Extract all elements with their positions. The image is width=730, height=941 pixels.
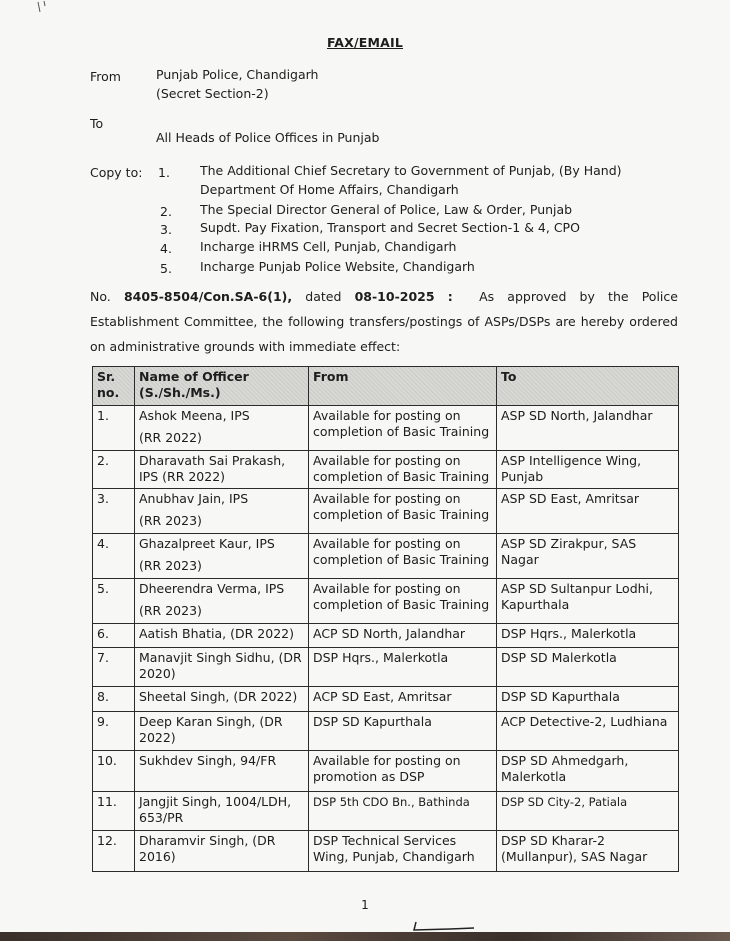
table-row xyxy=(93,489,679,534)
from-cell: Available for posting on completion of Basic Training xyxy=(309,534,497,579)
to-cell: ASP Intelligence Wing, Punjab xyxy=(497,451,679,489)
from-cell: Available for posting on completion of Basic Training xyxy=(309,451,497,489)
order-colon: : xyxy=(447,289,453,304)
initials-mark-icon xyxy=(410,920,480,932)
page-number: 1 xyxy=(361,898,369,912)
table-row xyxy=(93,712,679,751)
copy-line: The Additional Chief Secretary to Government of Punjab, (By Hand) xyxy=(200,163,622,178)
to-cell: ASP SD Zirakpur, SAS Nagar xyxy=(497,534,679,579)
officer-name: Ghazalpreet Kaur, IPS xyxy=(139,536,275,551)
copy-line: Supdt. Pay Fixation, Transport and Secret Section-1 & 4, CPO xyxy=(200,220,580,235)
to-cell: DSP Hqrs., Malerkotla xyxy=(497,624,679,648)
officer-cell xyxy=(135,534,309,579)
officer-cell xyxy=(135,406,309,451)
sr-cell: 2. xyxy=(93,451,135,489)
table-row xyxy=(93,451,679,489)
sr-cell: 4. xyxy=(93,534,135,579)
sr-cell: 9. xyxy=(93,712,135,751)
from-cell: DSP 5th CDO Bn., Bathinda xyxy=(309,792,497,831)
table-row xyxy=(93,624,679,648)
officer-cell xyxy=(135,579,309,624)
to-cell: DSP SD City-2, Patiala xyxy=(497,792,679,831)
to-cell: ACP Detective-2, Ludhiana xyxy=(497,712,679,751)
table-header-row xyxy=(93,367,679,406)
officer-batch: (RR 2023) xyxy=(139,558,202,573)
officer-batch: (RR 2023) xyxy=(139,603,202,618)
from-label: From xyxy=(90,69,121,84)
header-sr-no: Sr. no. xyxy=(93,367,135,406)
officer-batch: (RR 2023) xyxy=(139,513,202,528)
copy-line-cont: Department Of Home Affairs, Chandigarh xyxy=(200,182,459,197)
to-cell: DSP SD Kapurthala xyxy=(497,687,679,712)
officer-cell: Dharamvir Singh, (DR 2016) xyxy=(135,831,309,872)
officer-cell: Jangjit Singh, 1004/LDH, 653/PR xyxy=(135,792,309,831)
to-cell: DSP SD Malerkotla xyxy=(497,648,679,687)
officer-batch: (RR 2022) xyxy=(139,430,202,445)
to-cell: ASP SD North, Jalandhar xyxy=(497,406,679,451)
to-label: To xyxy=(90,116,104,131)
sr-cell: 5. xyxy=(93,579,135,624)
order-dated-label: dated xyxy=(305,289,342,304)
officer-cell: Dharavath Sai Prakash, IPS (RR 2022) xyxy=(135,451,309,489)
order-date: 08-10-2025 xyxy=(354,289,435,304)
to-cell: ASP SD East, Amritsar xyxy=(497,489,679,534)
from-cell: Available for posting on promotion as DSP xyxy=(309,751,497,792)
from-line-2: (Secret Section-2) xyxy=(156,86,269,101)
document-heading: FAX/EMAIL xyxy=(326,35,404,50)
copy-number: 3. xyxy=(160,222,172,237)
order-number: 8405-8504/Con.SA-6(1), xyxy=(123,289,293,304)
table-row xyxy=(93,534,679,579)
from-cell: ACP SD North, Jalandhar xyxy=(309,624,497,648)
order-body: As approved by the Police Establishment Committee, the following transfers/postings of ASPs/DSPs are hereby ordered on administrative grounds with immediate effect: xyxy=(90,289,678,354)
table-row xyxy=(93,648,679,687)
from-cell: Available for posting on completion of Basic Training xyxy=(309,489,497,534)
header-officer-name: Name of Officer (S./Sh./Ms.) xyxy=(135,367,309,406)
officer-name: Ashok Meena, IPS xyxy=(139,408,250,423)
order-prefix: No. xyxy=(90,289,111,304)
copy-number: 5. xyxy=(160,261,172,276)
officer-name: Dheerendra Verma, IPS xyxy=(139,581,285,596)
table-row xyxy=(93,792,679,831)
from-cell: DSP Hqrs., Malerkotla xyxy=(309,648,497,687)
officer-cell: Sukhdev Singh, 94/FR xyxy=(135,751,309,792)
officer-cell xyxy=(135,489,309,534)
sr-cell: 12. xyxy=(93,831,135,872)
to-cell: DSP SD Ahmedgarh, Malerkotla xyxy=(497,751,679,792)
from-cell: Available for posting on completion of Basic Training xyxy=(309,406,497,451)
copy-line: The Special Director General of Police, Law & Order, Punjab xyxy=(200,202,573,217)
copy-line: Incharge Punjab Police Website, Chandigarh xyxy=(200,259,475,274)
from-cell: Available for posting on completion of Basic Training xyxy=(309,579,497,624)
scan-mark-icon xyxy=(36,0,56,20)
scan-edge xyxy=(0,932,730,941)
sr-cell: 10. xyxy=(93,751,135,792)
header-from: From xyxy=(309,367,497,406)
to-recipient: All Heads of Police Offices in Punjab xyxy=(156,130,380,145)
sr-cell: 7. xyxy=(93,648,135,687)
from-cell: ACP SD East, Amritsar xyxy=(309,687,497,712)
copy-line: Incharge iHRMS Cell, Punjab, Chandigarh xyxy=(200,239,457,254)
table-row xyxy=(93,751,679,792)
copy-number: 2. xyxy=(160,204,172,219)
from-cell: DSP Technical Services Wing, Punjab, Chandigarh xyxy=(309,831,497,872)
officer-name: Anubhav Jain, IPS xyxy=(139,491,249,506)
copy-label: Copy to: xyxy=(90,165,143,180)
copy-number: 4. xyxy=(160,241,172,256)
copy-number: 1. xyxy=(158,165,170,180)
header-to: To xyxy=(497,367,679,406)
sr-cell: 11. xyxy=(93,792,135,831)
order-paragraph xyxy=(90,284,678,359)
table-row xyxy=(93,831,679,872)
table-row xyxy=(93,579,679,624)
sr-cell: 6. xyxy=(93,624,135,648)
officer-cell: Sheetal Singh, (DR 2022) xyxy=(135,687,309,712)
to-cell: DSP SD Kharar-2 (Mullanpur), SAS Nagar xyxy=(497,831,679,872)
officer-cell: Deep Karan Singh, (DR 2022) xyxy=(135,712,309,751)
postings-table xyxy=(92,366,679,872)
table-row xyxy=(93,406,679,451)
officer-cell: Aatish Bhatia, (DR 2022) xyxy=(135,624,309,648)
to-cell: ASP SD Sultanpur Lodhi, Kapurthala xyxy=(497,579,679,624)
sr-cell: 1. xyxy=(93,406,135,451)
sr-cell: 8. xyxy=(93,687,135,712)
table-row xyxy=(93,687,679,712)
from-line-1: Punjab Police, Chandigarh xyxy=(156,67,319,82)
officer-cell: Manavjit Singh Sidhu, (DR 2020) xyxy=(135,648,309,687)
from-cell: DSP SD Kapurthala xyxy=(309,712,497,751)
sr-cell: 3. xyxy=(93,489,135,534)
